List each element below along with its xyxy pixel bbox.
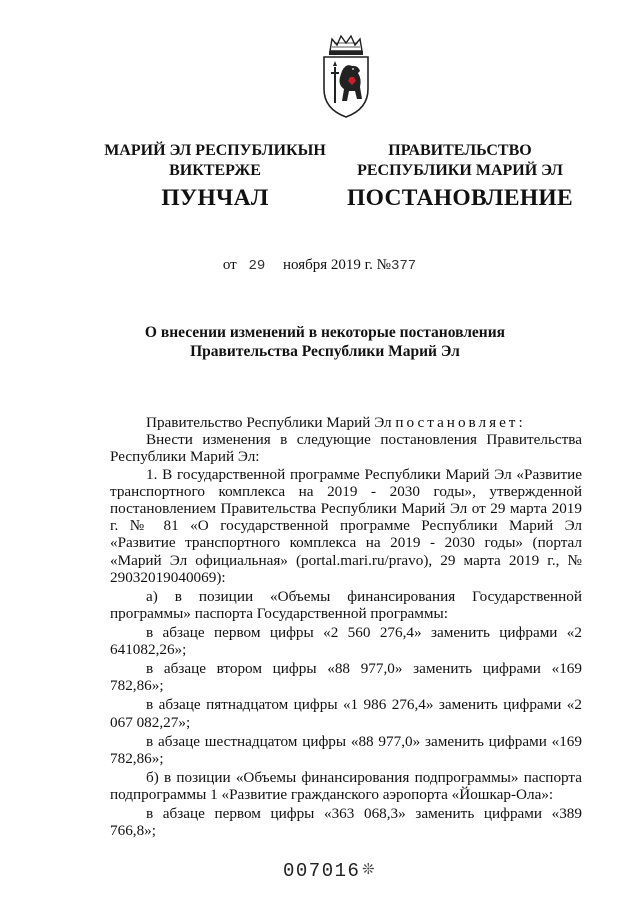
paragraph-item-a: а) в позиции «Объемы финансирования Государственной программы» паспорта Государственной программы: <box>110 587 582 623</box>
header-mari-block <box>95 141 335 212</box>
date-month-year: ноября 2019 г. № <box>283 257 391 273</box>
document-title <box>80 323 570 361</box>
serial-number: 007016 <box>283 860 361 882</box>
header-russian-block <box>345 141 575 212</box>
paragraph-intro: Внести изменения в следующие постановления Правительства Республики Марий Эл: <box>110 431 582 466</box>
date-day: 29 <box>248 258 266 274</box>
header-mari-line2: ВИКТЕРЖЕ <box>169 162 261 179</box>
paragraph-item-1: 1. В государственной программе Республики Марий Эл «Развитие транспортного комплекса на 2019 - 2030 годы», утвержденной постановлением Правительства Республики Марий Эл от 29 марта 2019 г. № 81 «О государственной программе Республики Марий Эл «Развитие транспортного комплекса на 2019 - 2030 годы» (портал «Марий Эл официальная» (portal.mari.ru/pravo), 29 марта 2019 г., № 29032019040069): <box>110 465 582 586</box>
paragraph-preamble: Правительство Республики Марий Эл постановляет: <box>146 414 523 431</box>
paragraph-change-2: в абзаце втором цифры «88 977,0» заменить цифрами «169 782,86»; <box>110 660 582 695</box>
header-russian-line2: РЕСПУБЛИКИ МАРИЙ ЭЛ <box>357 162 563 179</box>
paragraph-change-3: в абзаце пятнадцатом цифры «1 986 276,4» заменить цифрами «2 067 082,27»; <box>110 696 582 731</box>
document-title-line1: О внесении изменений в некоторые постановления <box>144 324 506 341</box>
date-line <box>0 257 639 274</box>
header-russian-line1: ПРАВИТЕЛЬСТВО <box>388 142 532 159</box>
document-body <box>110 414 582 839</box>
paragraph-item-b: б) в позиции «Объемы финансирования подпрограммы» паспорта подпрограммы 1 «Развитие гражданского аэропорта «Йошкар-Ола»: <box>110 768 582 804</box>
date-prefix: от <box>222 257 237 273</box>
header-russian-title: ПОСТАНОВЛЕНИЕ <box>347 185 573 211</box>
coat-of-arms-icon <box>320 33 372 119</box>
resolution-number: 377 <box>390 258 417 274</box>
header-mari-title: ПУНЧАЛ <box>161 185 269 211</box>
ornament-icon: ❊ <box>362 862 375 878</box>
paragraph-change-4: в абзаце шестнадцатом цифры «88 977,0» заменить цифрами «169 782,86»; <box>110 732 582 767</box>
paragraph-change-5: в абзаце первом цифры «363 068,3» заменить цифрами «389 766,8»; <box>110 805 582 840</box>
header-mari-line1: МАРИЙ ЭЛ РЕСПУБЛИКЫН <box>104 142 326 159</box>
paragraph-change-1: в абзаце первом цифры «2 560 276,4» заменить цифрами «2 641082,26»; <box>110 624 582 659</box>
document-title-line2: Правительства Республики Марий Эл <box>190 343 460 360</box>
